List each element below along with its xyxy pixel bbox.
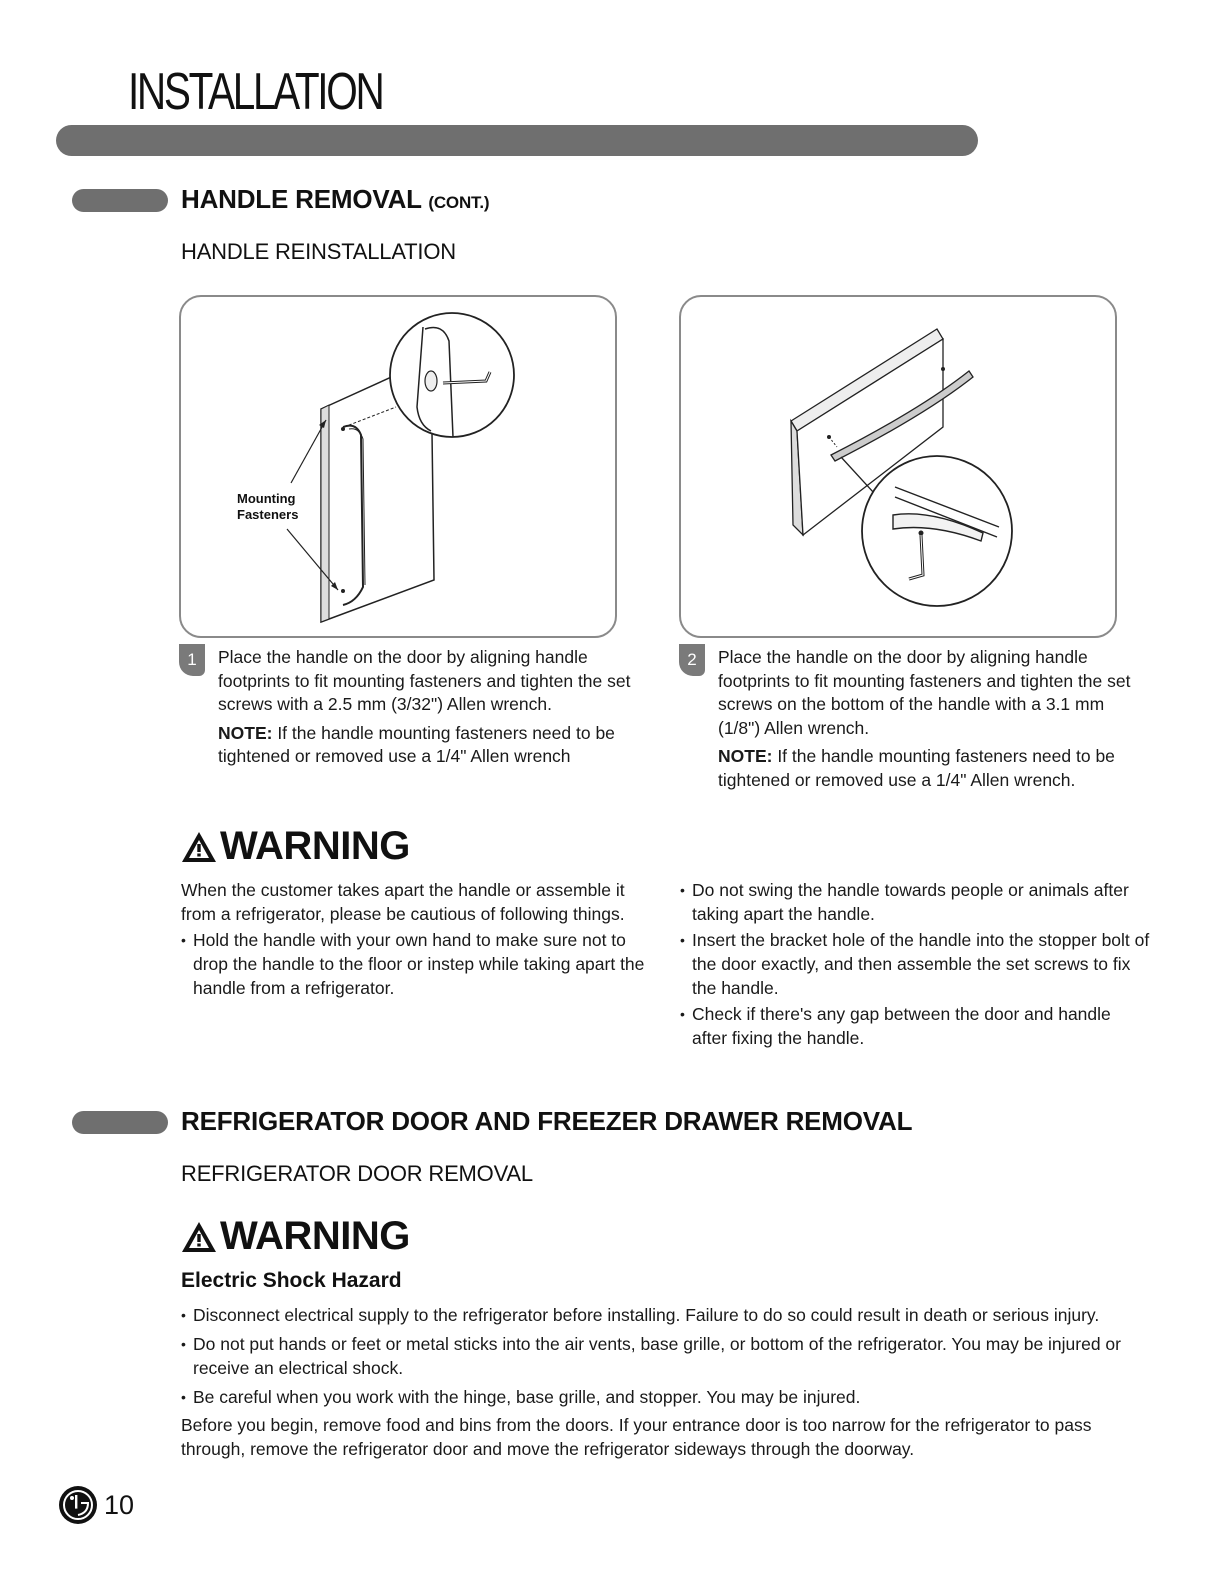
figure-callout-label xyxy=(237,491,298,523)
list-item xyxy=(181,1303,1156,1327)
note-label: NOTE: xyxy=(218,722,273,743)
warning-triangle-icon xyxy=(180,1220,218,1254)
door-handle-illustration-1 xyxy=(181,297,617,638)
bullet-text: Check if there's any gap between the door and handle after fixing the handle. xyxy=(692,1004,1111,1048)
list-item xyxy=(680,928,1150,1000)
bullet-dot: • xyxy=(181,1389,186,1405)
step-2-body: Place the handle on the door by aligning handle footprints to fit mounting fasteners and tighten the set screws on the bottom of the handle with a 3.1 mm (1/8") Allen wrench. xyxy=(718,647,1131,738)
bullet-text: Hold the handle with your own hand to make sure not to drop the handle to the floor or instep while taking apart the handle from a refrigerator. xyxy=(193,930,645,998)
warning-1-left-column xyxy=(181,878,646,1000)
step-badge-1: 1 xyxy=(179,644,205,676)
step-2-note xyxy=(718,745,1138,792)
warning-title-text: WARNING xyxy=(220,824,410,868)
bullet-text: Do not put hands or feet or metal sticks into the air vents, base grille, or bottom of the refrigerator. You may be injured or receive an electrical shock. xyxy=(193,1334,1121,1378)
warning-intro: When the customer takes apart the handle or assemble it from a refrigerator, please be cautious of following things. xyxy=(181,880,625,924)
step-1-text xyxy=(218,646,638,769)
bullet-text: Do not swing the handle towards people or animals after taking apart the handle. xyxy=(692,880,1129,924)
door-handle-illustration-2 xyxy=(681,297,1117,638)
warning-heading-1 xyxy=(180,824,410,869)
callout-line-2: Fasteners xyxy=(237,507,299,522)
section-marker xyxy=(72,1111,168,1134)
section-heading-door-removal: REFRIGERATOR DOOR AND FREEZER DRAWER REMOVAL xyxy=(181,1106,913,1136)
bullet-dot: • xyxy=(680,1006,685,1022)
subheading-refrigerator-door-removal: REFRIGERATOR DOOR REMOVAL xyxy=(181,1161,533,1186)
bullet-dot: • xyxy=(680,882,685,898)
note-label: NOTE: xyxy=(718,746,773,766)
hazard-title: Electric Shock Hazard xyxy=(181,1269,402,1292)
warning-title-text: WARNING xyxy=(220,1214,410,1258)
warning-heading-2 xyxy=(180,1214,410,1259)
bullet-text: Be careful when you work with the hinge, base grille, and stopper. You may be injured. xyxy=(193,1387,861,1407)
list-item xyxy=(680,878,1150,926)
subheading-handle-reinstallation: HANDLE REINSTALLATION xyxy=(181,239,456,264)
warning-triangle-icon xyxy=(180,830,218,864)
bullet-dot: • xyxy=(680,932,685,948)
figure-step-2 xyxy=(679,295,1117,638)
page-number: 10 xyxy=(104,1490,135,1520)
section-marker xyxy=(72,189,168,212)
closing-paragraph: Before you begin, remove food and bins from the doors. If your entrance door is too narrow for the refrigerator to pass through, remove the refrigerator door and move the refrigerator sideways through the doorway. xyxy=(181,1415,1092,1459)
step-1-note xyxy=(218,722,638,769)
note-text: If the handle mounting fasteners need to be tightened or removed use a 1/4" Allen wrench. xyxy=(718,746,1115,790)
step-2-text xyxy=(718,646,1138,792)
note-text: If the handle mounting fasteners need to be tightened or removed use a 1/4" Allen wrench xyxy=(218,722,615,766)
heading-text: HANDLE REMOVAL xyxy=(181,184,422,214)
callout-line-1: Mounting xyxy=(237,491,296,506)
section-heading-handle-removal xyxy=(181,184,489,215)
figure-step-1 xyxy=(179,295,617,638)
list-item xyxy=(181,1332,1156,1380)
heading-suffix: (CONT.) xyxy=(428,193,490,212)
warning-1-right-column xyxy=(680,878,1150,1050)
bullet-dot: • xyxy=(181,1307,186,1323)
step-1-body: Place the handle on the door by aligning handle footprints to fit mounting fasteners and tighten the set screws with a 2.5 mm (3/32") Allen wrench. xyxy=(218,647,631,714)
title-bar xyxy=(56,125,978,156)
warning-2-body xyxy=(181,1303,1156,1461)
list-item xyxy=(680,1002,1150,1050)
list-item xyxy=(181,928,646,1000)
list-item xyxy=(181,1385,1156,1409)
step-badge-2: 2 xyxy=(679,644,705,676)
bullet-text: Disconnect electrical supply to the refrigerator before installing. Failure to do so could result in death or serious injury. xyxy=(193,1305,1100,1325)
bullet-dot: • xyxy=(181,1336,186,1352)
page-title: INSTALLATION xyxy=(128,63,383,121)
lg-logo-icon xyxy=(58,1485,98,1525)
bullet-dot: • xyxy=(181,932,186,948)
bullet-text: Insert the bracket hole of the handle into the stopper bolt of the door exactly, and then assemble the set screws to fix the handle. xyxy=(692,930,1150,998)
